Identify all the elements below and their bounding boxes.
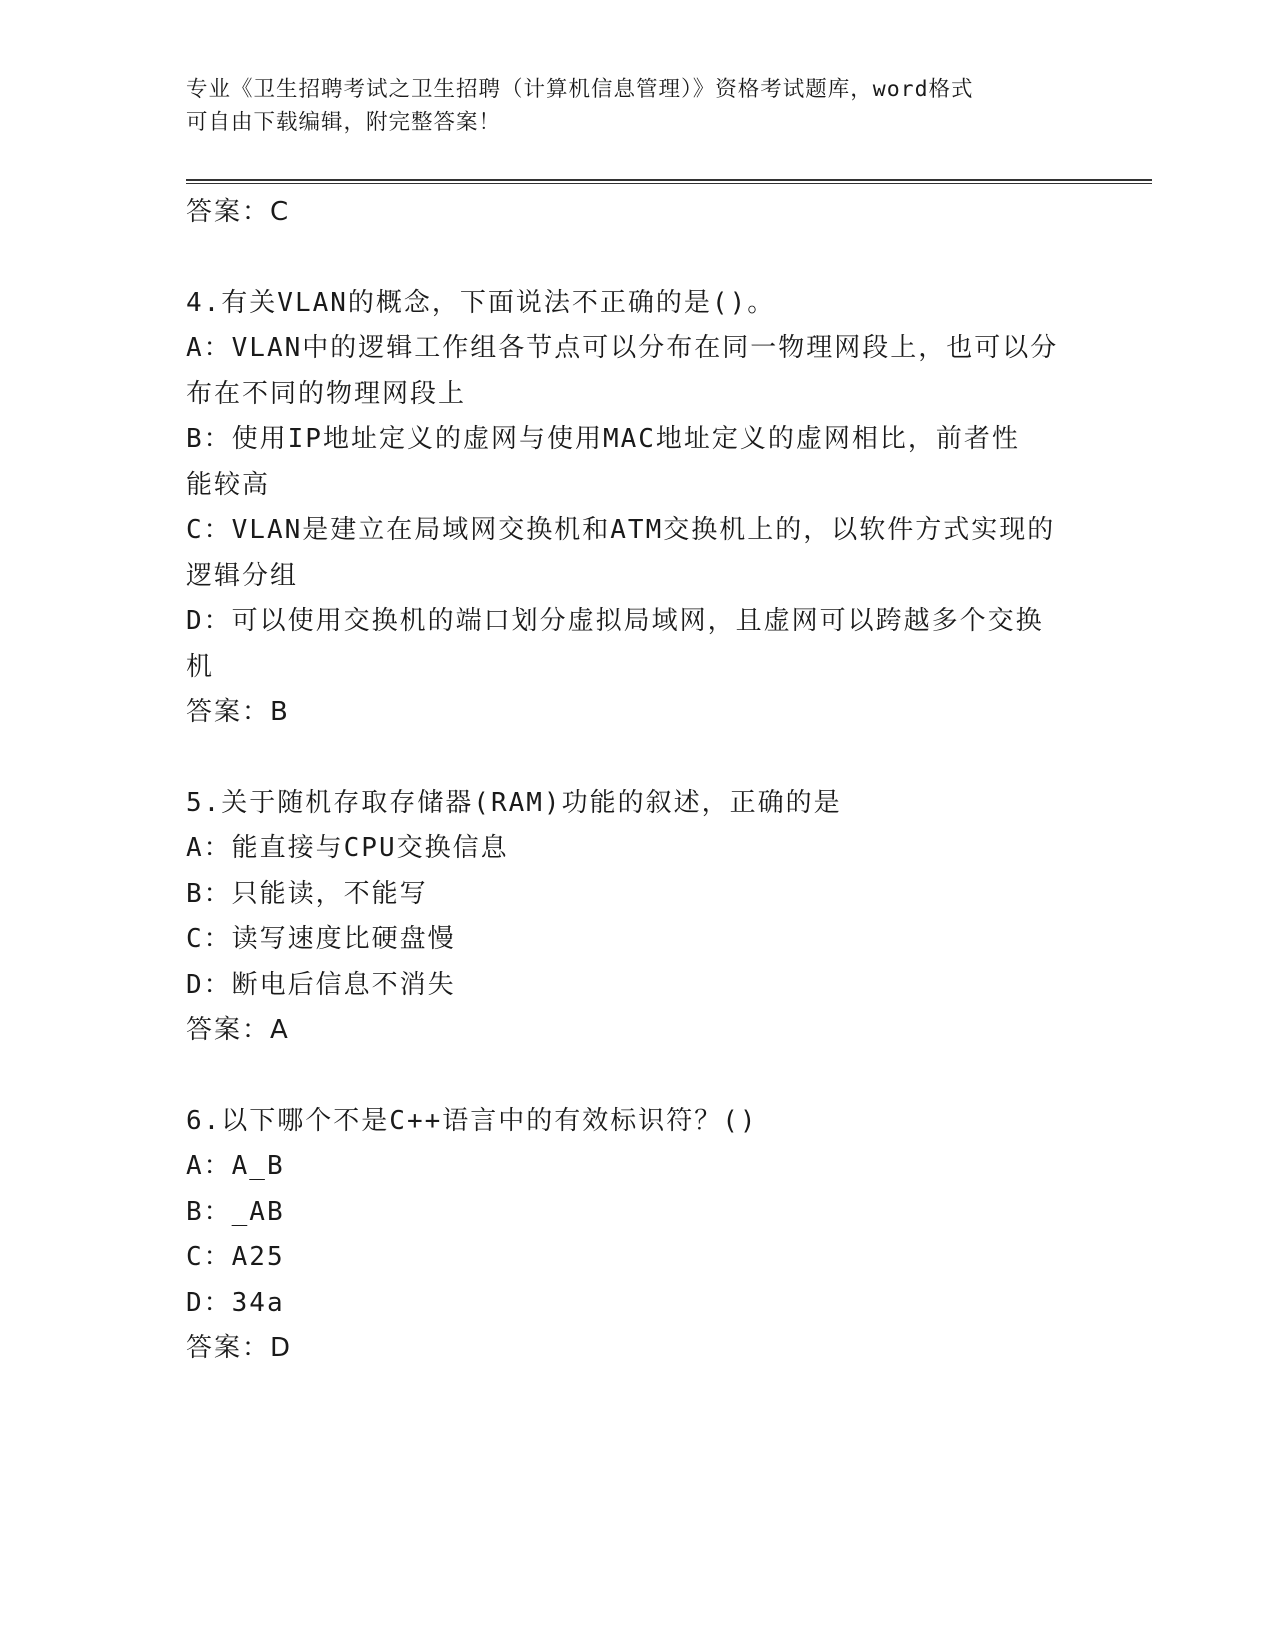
question-stem: 6.以下哪个不是C++语言中的有效标识符？() bbox=[186, 1105, 758, 1136]
document-header bbox=[186, 73, 1066, 139]
question-stem: 5.关于随机存取存储器(RAM)功能的叙述，正确的是 bbox=[186, 787, 842, 818]
question-4 bbox=[186, 281, 1086, 736]
question-content bbox=[186, 190, 1086, 1372]
previous-answer: 答案：C bbox=[186, 197, 291, 227]
option-b: B：只能读，不能写 bbox=[186, 878, 428, 909]
option-c: C：A25 bbox=[186, 1242, 285, 1272]
answer: 答案：B bbox=[186, 697, 290, 727]
answer: 答案：D bbox=[186, 1333, 293, 1363]
option-a: A：A_B bbox=[186, 1151, 285, 1181]
option-c: C：VLAN是建立在局域网交换机和ATM交换机上的，以软件方式实现的 bbox=[186, 515, 1056, 545]
option-d: D：断电后信息不消失 bbox=[186, 969, 456, 1000]
option-a-continued: 布在不同的物理网段上 bbox=[186, 378, 467, 409]
option-b: B：使用IP地址定义的虚网与使用MAC地址定义的虚网相比，前者性 bbox=[186, 424, 1020, 454]
option-d: D：34a bbox=[186, 1287, 285, 1318]
option-d-continued: 机 bbox=[186, 651, 215, 682]
option-c: C：读写速度比硬盘慢 bbox=[186, 924, 456, 954]
option-a: A：VLAN中的逻辑工作组各节点可以分布在同一物理网段上，也可以分 bbox=[186, 333, 1059, 363]
option-b: B：_AB bbox=[186, 1196, 285, 1227]
question-6 bbox=[186, 1099, 1086, 1372]
header-line-2: 可自由下载编辑，附完整答案！ bbox=[186, 110, 502, 135]
option-c-continued: 逻辑分组 bbox=[186, 560, 299, 591]
question-5 bbox=[186, 781, 1086, 1054]
option-d: D：可以使用交换机的端口划分虚拟局域网，且虚网可以跨越多个交换 bbox=[186, 606, 1044, 636]
question-stem: 4.有关VLAN的概念，下面说法不正确的是()。 bbox=[186, 287, 776, 318]
option-a: A：能直接与CPU交换信息 bbox=[186, 833, 509, 863]
answer: 答案：A bbox=[186, 1015, 290, 1045]
header-line-1: 专业《卫生招聘考试之卫生招聘（计算机信息管理）》资格考试题库，word格式 bbox=[186, 77, 974, 102]
header-divider-thick bbox=[186, 179, 1152, 181]
option-b-continued: 能较高 bbox=[186, 469, 271, 500]
header-divider-thin bbox=[186, 183, 1152, 184]
